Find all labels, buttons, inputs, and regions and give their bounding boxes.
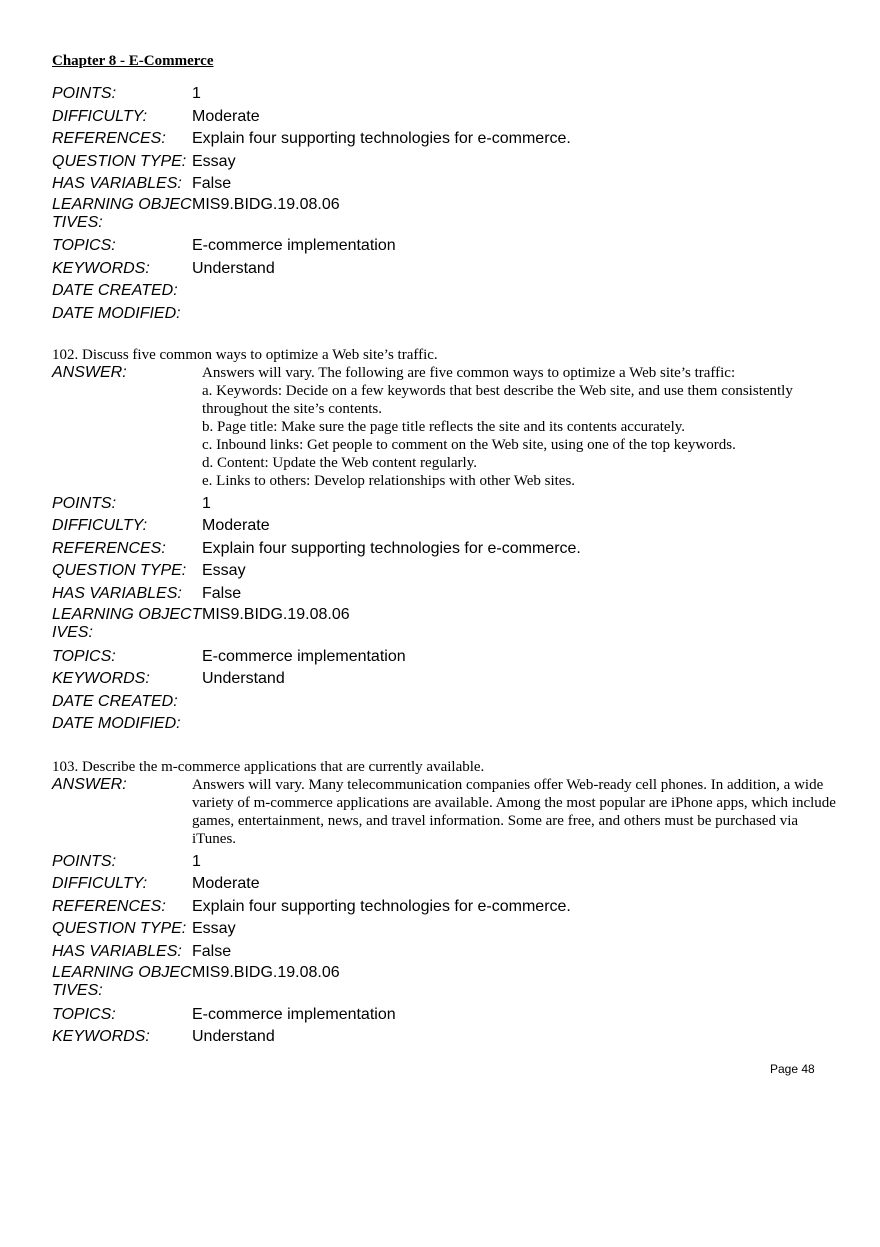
meta-label: HAS VARIABLES:: [52, 943, 182, 960]
answer-line: a. Keywords: Decide on a few keywords that best describe the Web site, and use them consistently throughout the site’s contents.: [202, 383, 793, 417]
answer-line: d. Content: Update the Web content regularly.: [202, 455, 477, 471]
meta-value: Moderate: [202, 517, 270, 534]
answer-line: e. Links to others: Develop relationships with other Web sites.: [202, 473, 576, 489]
meta-label: DIFFICULTY:: [52, 875, 148, 892]
meta-value: False: [202, 585, 242, 602]
answer-label: ANSWER:: [52, 364, 127, 381]
meta-label: TOPICS:: [52, 1006, 116, 1023]
meta-row: [52, 606, 842, 647]
meta-label: KEYWORDS:: [52, 1028, 150, 1045]
question-text: 102. Discuss five common ways to optimize a Web site’s traffic.: [52, 347, 438, 363]
meta-row: [52, 714, 842, 736]
answer-line: c. Inbound links: Get people to comment on the Web site, using one of the top keywords.: [202, 437, 736, 453]
meta-value: 1: [202, 495, 211, 512]
meta-value: Understand: [192, 1028, 275, 1045]
meta-row: [52, 647, 842, 669]
meta-label: DIFFICULTY:: [52, 108, 148, 125]
meta-value: Understand: [192, 260, 275, 277]
meta-label: HAS VARIABLES:: [52, 585, 182, 602]
meta-row: [52, 174, 842, 196]
meta-label: LEARNING OBJEC TIVES:: [52, 964, 192, 999]
meta-value: Moderate: [192, 108, 260, 125]
meta-label: DATE CREATED:: [52, 282, 178, 299]
meta-value: Explain four supporting technologies for e-commerce.: [192, 130, 571, 147]
meta-label: DATE CREATED:: [52, 693, 178, 710]
meta-label: DATE MODIFIED:: [52, 715, 181, 732]
meta-row: [52, 516, 842, 539]
meta-value: Explain four supporting technologies for e-commerce.: [202, 540, 581, 557]
meta-label: DIFFICULTY:: [52, 517, 148, 534]
meta-label: DATE MODIFIED:: [52, 305, 181, 322]
meta-label: POINTS:: [52, 495, 117, 512]
meta-label: TOPICS:: [52, 237, 116, 254]
answer-label: ANSWER:: [52, 776, 127, 793]
question-103: [52, 758, 842, 1050]
meta-label: LEARNING OBJEC TIVES:: [52, 196, 192, 231]
meta-row: [52, 584, 842, 606]
meta-label: TOPICS:: [52, 648, 116, 665]
meta-value: MIS9.BIDG.19.08.06: [202, 606, 350, 623]
meta-row: [52, 236, 842, 259]
meta-label: QUESTION TYPE:: [52, 920, 187, 937]
question-101-metadata: [52, 84, 842, 326]
meta-row: [52, 874, 842, 897]
answer-text: [202, 364, 842, 490]
meta-value: E-commerce implementation: [192, 1006, 396, 1023]
meta-label: KEYWORDS:: [52, 670, 150, 687]
meta-label: QUESTION TYPE:: [52, 562, 187, 579]
meta-value: MIS9.BIDG.19.08.06: [192, 964, 340, 981]
meta-row: [52, 919, 842, 942]
meta-row: [52, 539, 842, 561]
chapter-title: Chapter 8 - E-Commerce: [52, 53, 214, 69]
meta-value: E-commerce implementation: [192, 237, 396, 254]
question-text: 103. Describe the m-commerce applications that are currently available.: [52, 759, 485, 775]
meta-label: REFERENCES:: [52, 130, 166, 147]
answer-line: Answers will vary. Many telecommunication companies offer Web-ready cell phones. In addition, a wide variety of m-commerce applications are available. Among the most popular are iPhone apps, which include games, entertainment, news, and travel information. Some are free, and others must be purchased via iTunes.: [192, 777, 836, 847]
meta-row: [52, 1005, 842, 1027]
question-102: [52, 346, 842, 736]
meta-row: [52, 494, 842, 516]
meta-row: [52, 259, 842, 281]
meta-row: [52, 129, 842, 152]
meta-label: POINTS:: [52, 853, 117, 870]
meta-row: [52, 281, 842, 304]
page-number: Page 48: [770, 1062, 815, 1076]
meta-value: Understand: [202, 670, 285, 687]
meta-row: [52, 669, 842, 692]
meta-row: [52, 897, 842, 919]
answer-line: Answers will vary. The following are five common ways to optimize a Web site’s traffic:: [202, 365, 736, 381]
meta-label: POINTS:: [52, 85, 117, 102]
answer-line: b. Page title: Make sure the page title reflects the site and its contents accurately.: [202, 419, 686, 435]
meta-row: [52, 942, 842, 964]
meta-label: REFERENCES:: [52, 898, 166, 915]
meta-row: [52, 852, 842, 874]
meta-value: Essay: [202, 562, 246, 579]
meta-value: Moderate: [192, 875, 260, 892]
meta-label: LEARNING OBJECT IVES:: [52, 606, 202, 641]
meta-value: Essay: [192, 153, 236, 170]
answer-text: [192, 776, 842, 848]
answer-row: [52, 776, 842, 848]
meta-label: KEYWORDS:: [52, 260, 150, 277]
meta-value: 1: [192, 85, 201, 102]
meta-row: [52, 107, 842, 129]
meta-row: [52, 1027, 842, 1050]
meta-value: MIS9.BIDG.19.08.06: [192, 196, 340, 213]
meta-label: HAS VARIABLES:: [52, 175, 182, 192]
meta-value: E-commerce implementation: [202, 648, 406, 665]
answer-row: [52, 364, 842, 490]
meta-value: Essay: [192, 920, 236, 937]
meta-label: REFERENCES:: [52, 540, 166, 557]
meta-label: QUESTION TYPE:: [52, 153, 187, 170]
meta-value: Explain four supporting technologies for e-commerce.: [192, 898, 571, 915]
meta-row: [52, 84, 842, 107]
meta-row: [52, 692, 842, 714]
meta-value: False: [192, 175, 232, 192]
meta-row: [52, 561, 842, 584]
meta-value: 1: [192, 853, 201, 870]
meta-row: [52, 964, 842, 1005]
meta-value: False: [192, 943, 232, 960]
meta-row: [52, 196, 842, 236]
meta-row: [52, 152, 842, 174]
meta-row: [52, 304, 842, 326]
